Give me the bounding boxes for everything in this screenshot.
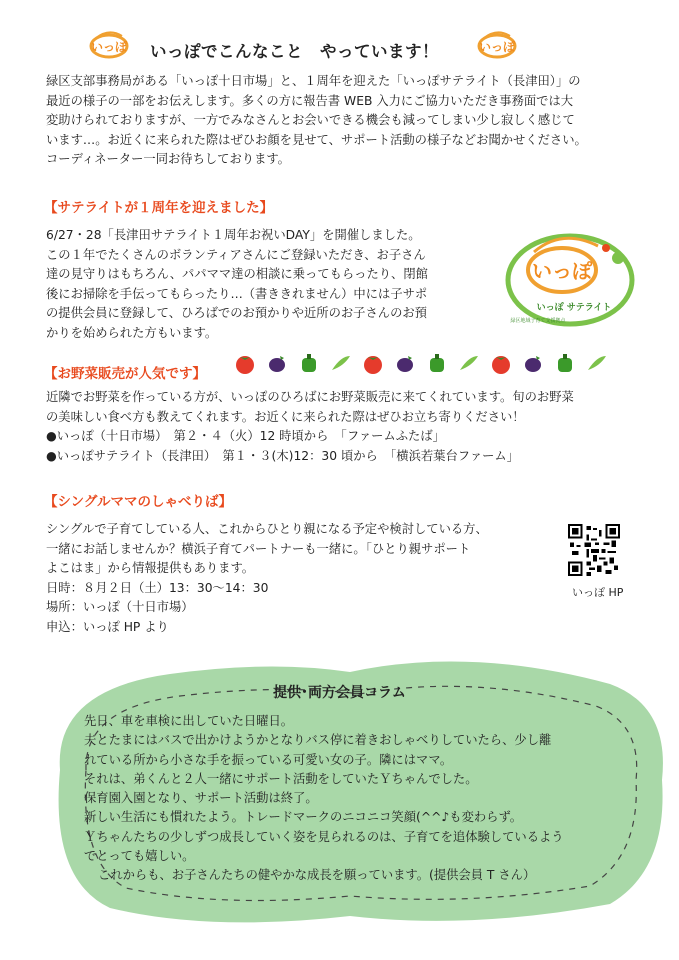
column-closing: これからも、お子さんたちの健やかな成長を願っています。(提供会員 T さん）	[98, 868, 536, 883]
eggplant-icon	[264, 352, 290, 374]
section-heading-satellite: 【サテライトが１周年を迎えました】	[44, 200, 274, 216]
column-line: れている所から小さな手を振っている可愛い女の子。隣にはママ。	[84, 752, 453, 767]
satellite-logo	[498, 224, 642, 332]
single-mama-line: 申込：いっぽ HP より	[46, 619, 169, 634]
satellite-line: 後にお掃除を手伝ってもらったり…（書ききれません）中には子サポ	[46, 286, 428, 301]
vegetables-line: 近隣でお野菜を作っている方が、いっぽのひろばにお野菜販売に来てくれています。旬のお野菜	[46, 390, 574, 404]
intro-line: 変助けられておりますが、一方でみなさんとお会いできる機会も減ってしまい少し寂しく感じて	[46, 113, 575, 127]
satellite-logo-sub: いっぽ サテライト	[536, 303, 612, 313]
vegetable-icon-row	[232, 352, 610, 374]
vegetables-line: ●いっぽ（十日市場） 第２・４（火）12 時頃から 「ファームふたば」	[46, 429, 445, 443]
pepper-icon	[296, 352, 322, 374]
vegetables-line: の美味しい食べ方も教えてくれます。お近くに来られた際はぜひお立ち寄りください！	[46, 409, 525, 424]
satellite-paragraph	[46, 226, 428, 343]
column-line: 新しい生活にも慣れたよう。トレードマークのニコニコ笑顔(^^♪も変わらず。	[84, 810, 523, 825]
intro-paragraph	[46, 72, 587, 170]
single-mama-paragraph	[46, 520, 488, 637]
satellite-line: 達の見守りはもちろん、パパママ達の相談に乗ってもらったり、閉館	[46, 267, 428, 281]
satellite-logo-ring: 緑区地域子育て支援拠点	[510, 318, 566, 324]
section-heading-vegetables: 【お野菜販売が人気です】	[44, 366, 206, 382]
satellite-line: 6/27・28「長津田サテライト１周年お祝いDAY」を開催しました。	[46, 228, 421, 242]
ippo-logo-left	[88, 30, 130, 60]
tomato-icon	[360, 352, 386, 374]
intro-line: 緑区支部事務局がある「いっぽ十日市場」と、１周年を迎えた「いっぽサテライト（長津田）」の	[46, 74, 581, 88]
cucumber-icon	[456, 352, 482, 374]
vegetables-paragraph	[46, 388, 574, 466]
qr-label: いっぽ HP	[572, 586, 624, 599]
logo-text: いっぽ	[90, 40, 128, 54]
logo-text: いっぽ	[478, 40, 516, 54]
qr-code[interactable]	[568, 524, 620, 576]
tomato-icon	[488, 352, 514, 374]
cucumber-icon	[584, 352, 610, 374]
satellite-line: の提供会員に登録して、ひろばでのお預かりや近所のお子さんのお預	[46, 306, 427, 320]
satellite-line: かりを始められた方もいます。	[46, 325, 218, 340]
pepper-icon	[424, 352, 450, 374]
single-mama-line: 日時：８月２日（土）13：30〜14：30	[46, 580, 269, 595]
section-heading-single-mama: 【シングルママのしゃべりば】	[44, 494, 232, 510]
satellite-line: この１年でたくさんのボランティアさんにご登録いただき、お子さん	[46, 247, 426, 262]
single-mama-line: 場所：いっぽ（十日市場）	[46, 600, 194, 614]
single-mama-line: シングルで子育てしている人、これからひとり親になる予定や検討している方、	[46, 522, 488, 536]
column-text	[84, 712, 564, 886]
eggplant-icon	[520, 352, 546, 374]
intro-line: 最近の様子の一部をお伝えします。多くの方に報告書 WEB 入力にご協力いただき事務面では大	[46, 93, 574, 108]
single-mama-line: 一緒にお話しませんか？横浜子育てパートナーも一緒に。「ひとり親サポート	[46, 541, 471, 556]
intro-line: います…。お近くに来られた際はぜひお顔を見せて、サポート活動の様子などお聞かせください。	[46, 132, 587, 147]
satellite-logo-main: いっぽ	[532, 259, 592, 283]
vegetables-line: ●いっぽサテライト（長津田） 第１・３(木)12：30 頃から 「横浜若葉台ファーム」	[46, 448, 520, 463]
eggplant-icon	[392, 352, 418, 374]
page-title: いっぽでこんなこと やっています！	[150, 42, 439, 61]
column-line: Ｙちゃんたちの少しずつ成長していく姿を見られるのは、子育てを追体験しているよう	[84, 829, 564, 844]
pepper-icon	[552, 352, 578, 374]
single-mama-line: よこはま」から情報提供もあります。	[46, 561, 255, 575]
column-line: 保育園入園となり、サポート活動は終了。	[84, 791, 318, 806]
column-title: 提供･両方会員コラム	[273, 685, 406, 701]
intro-line: コーディネーター一同お待ちしております。	[46, 152, 290, 166]
column-line: でとっても嬉しい。	[84, 849, 195, 864]
column-line: 夫とたまにはバスで出かけようかとなりバス停に着きおしゃべりしていたら、少し離	[84, 733, 552, 748]
cucumber-icon	[328, 352, 354, 374]
ippo-logo-right	[476, 30, 518, 60]
tomato-icon	[232, 352, 258, 374]
column-line: それは、弟くんと２人一緒にサポート活動をしていたＹちゃんでした。	[84, 771, 478, 786]
column-line: 先日、車を車検に出していた日曜日。	[84, 714, 294, 728]
